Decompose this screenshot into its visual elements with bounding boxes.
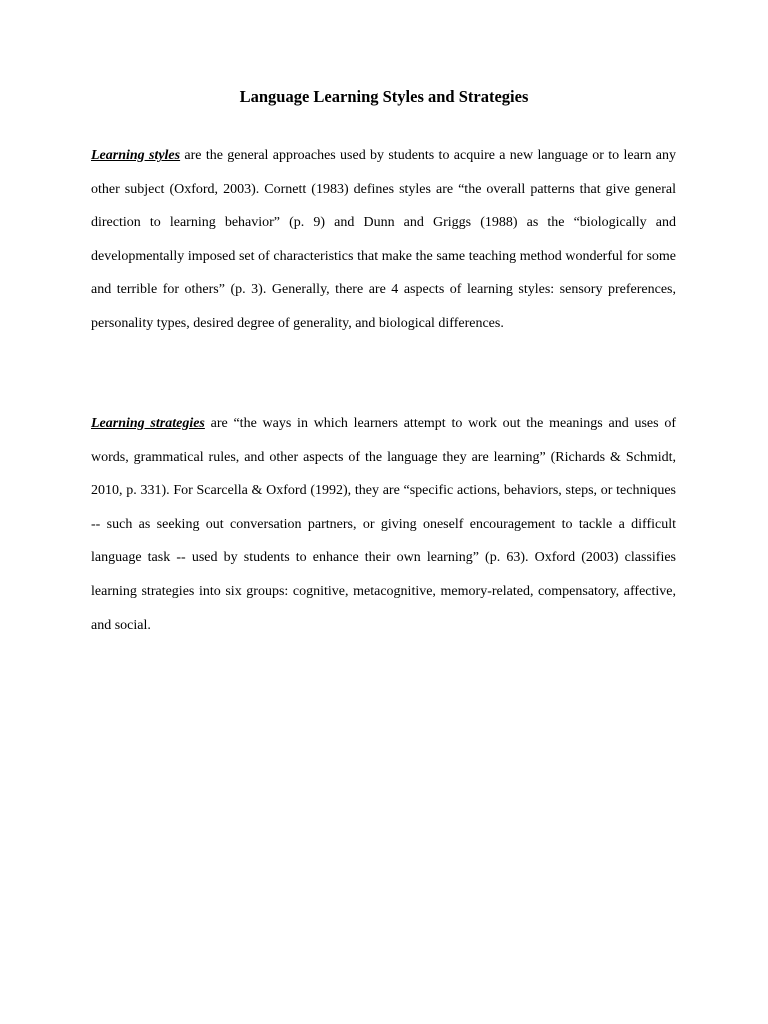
paragraph-body: are the general approaches used by students to acquire a new language or to learn any other subject (Oxford, 2003). Cornett (1983) defines styles are “the overall patterns that give general direction to learning behavior” (p. 9) and Dunn and Griggs (1988) as the “biologically and developmentally imposed set of characteristics that make the same teaching method wonderful for some and terrible for others” (p. 3). Generally, there are 4 aspects of learning styles: sensory preferences, personality types, desired degree of generality, and biological differences.	[91, 148, 676, 331]
paragraph-learning-strategies	[91, 407, 676, 642]
document-title: Language Learning Styles and Strategies	[239, 87, 529, 106]
paragraph-learning-styles	[91, 139, 676, 341]
paragraph-body: are “the ways in which learners attempt to work out the meanings and uses of words, grammatical rules, and other aspects of the language they are learning” (Richards & Schmidt, 2010, p. 331). For Scarcella & Oxford (1992), they are “specific actions, behaviors, steps, or techniques -- such as seeking out conversation partners, or giving oneself encouragement to tackle a difficult language task -- used by students to enhance their own learning” (p. 63). Oxford (2003) classifies learning strategies into six groups: cognitive, metacognitive, memory-related, compensatory, affective, and social.	[91, 416, 676, 633]
term-learning-strategies: Learning strategies	[91, 416, 205, 431]
term-learning-styles: Learning styles	[91, 148, 181, 163]
